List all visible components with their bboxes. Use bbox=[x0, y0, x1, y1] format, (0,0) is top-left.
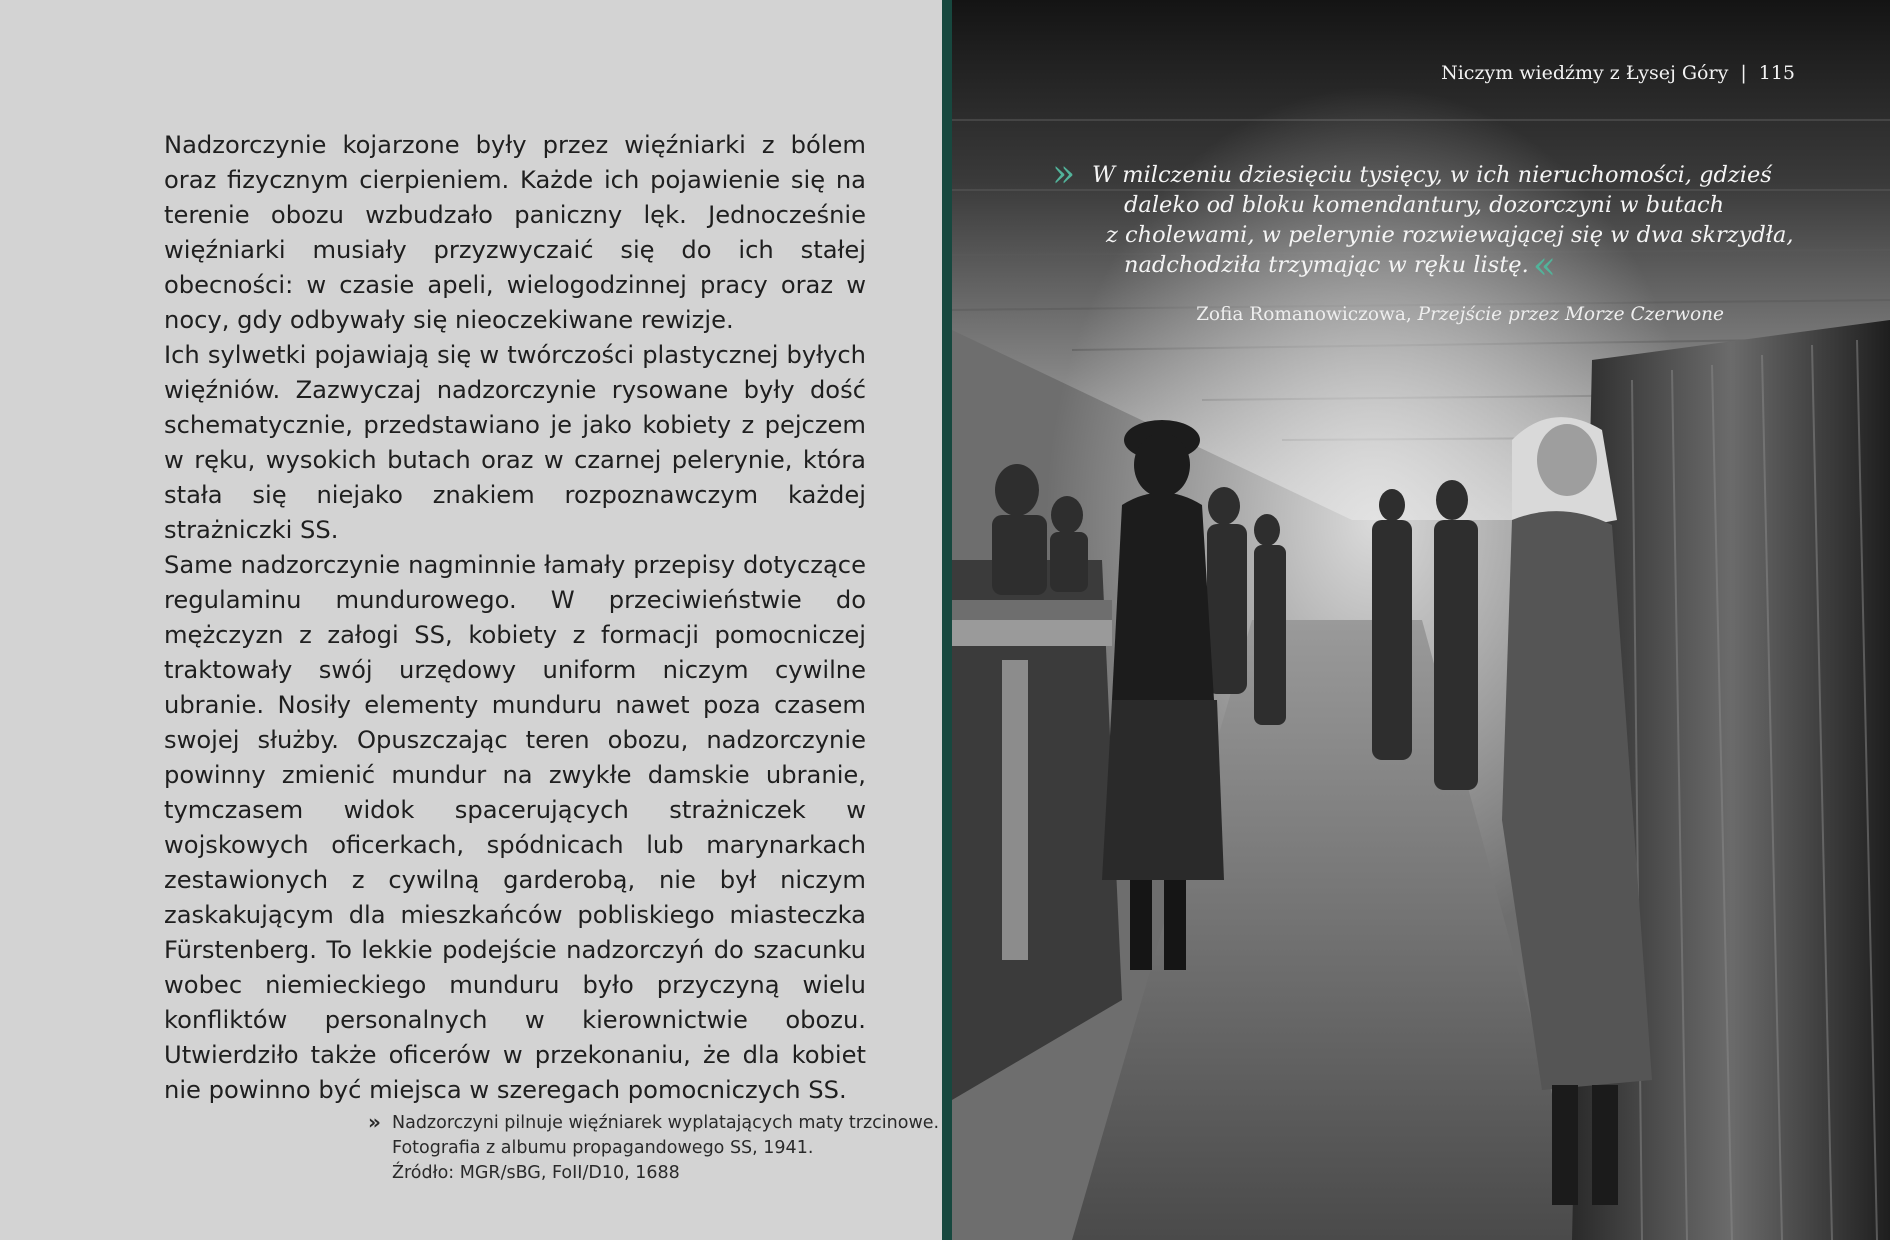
caption-line-2: Fotografia z albumu propagandowego SS, 1941. bbox=[392, 1138, 814, 1158]
quote-line-3: z cholewami, w pelerynie rozwiewającej się w dwa skrzydła, bbox=[1106, 222, 1794, 248]
caption-marker-icon: » bbox=[368, 1110, 381, 1134]
quote-line-4: nadchodziła trzymając w ręku listę. bbox=[1124, 252, 1529, 278]
chapter-title: Niczym wiedźmy z Łysej Góry bbox=[1441, 62, 1729, 84]
quote-close-icon: « bbox=[1532, 243, 1552, 287]
paragraph-2: Ich sylwetki pojawiają się w twórczości plastycznej byłych więźniów. Zazwyczaj nadzorczynie rysowane były dość schematycznie, przedstawiano je jako kobiety z pejczem w ręku, wysokich butach oraz w czarnej pelerynie, która stała się niejako znakiem rozpoznawczym każdej strażniczki SS. bbox=[164, 341, 866, 544]
pull-quote bbox=[1052, 151, 1794, 287]
photo-caption bbox=[368, 1111, 938, 1186]
caption-line-3: Źródło: MGR/sBG, FoII/D10, 1688 bbox=[392, 1163, 680, 1183]
paragraph-1: Nadzorczynie kojarzone były przez więźniarki z bólem oraz fizycznym cierpieniem. Każde ich pojawienie się na terenie obozu wzbudzało paniczny lęk. Jednocześnie więźniarki musiały przyzwyczaić się do ich stałej obecności: w czasie apeli, wielogodzinnej pracy oraz w nocy, gdy odbywały się nieoczekiwane rewizje. bbox=[164, 131, 866, 334]
quote-attribution bbox=[1196, 304, 1724, 325]
quote-author: Zofia Romanowiczowa, bbox=[1196, 304, 1418, 325]
body-text bbox=[164, 128, 866, 1108]
accent-divider-bar bbox=[942, 0, 952, 1240]
paragraph-3: Same nadzorczynie nagminnie łamały przepisy dotyczące regulaminu mundurowego. W przeciwieństwie do mężczyzn z załogi SS, kobiety z formacji pomocniczej traktowały swój urzędowy uniform niczym cywilne ubranie. Nosiły elementy munduru nawet poza czasem swojej służby. Opuszczając teren obozu, nadzorczynie powinny zmienić mundur na zwykłe damskie ubranie, tymczasem widok spacerujących strażniczek w wojskowych oficerkach, spódnicach lub marynarkach zestawionych z cywilną garderobą, nie był niczym zaskakującym dla mieszkańców pobliskiego miasteczka Fürstenberg. To lekkie podejście nadzorczyń do szacunku wobec niemieckiego munduru było przyczyną wielu konfliktów personalnych w kierownictwie obozu. Utwierdziło także oficerów w przekonaniu, że dla kobiet nie powinno być miejsca w szeregach pomocniczych SS. bbox=[164, 551, 866, 1104]
caption-line-1: Nadzorczyni pilnuje więźniarek wyplatających maty trzcinowe. bbox=[392, 1113, 940, 1133]
quote-work-title: Przejście przez Morze Czerwone bbox=[1417, 304, 1724, 325]
running-head bbox=[1441, 62, 1795, 84]
page-number: 115 bbox=[1758, 62, 1795, 84]
running-head-separator: | bbox=[1740, 62, 1747, 84]
quote-open-icon: » bbox=[1052, 151, 1072, 195]
quote-line-1: W milczeniu dziesięciu tysięcy, w ich nieruchomości, gdzieś bbox=[1092, 162, 1772, 188]
left-page bbox=[0, 0, 942, 1240]
quote-line-2: daleko od bloku komendantury, dozorczyni w butach bbox=[1124, 192, 1725, 218]
